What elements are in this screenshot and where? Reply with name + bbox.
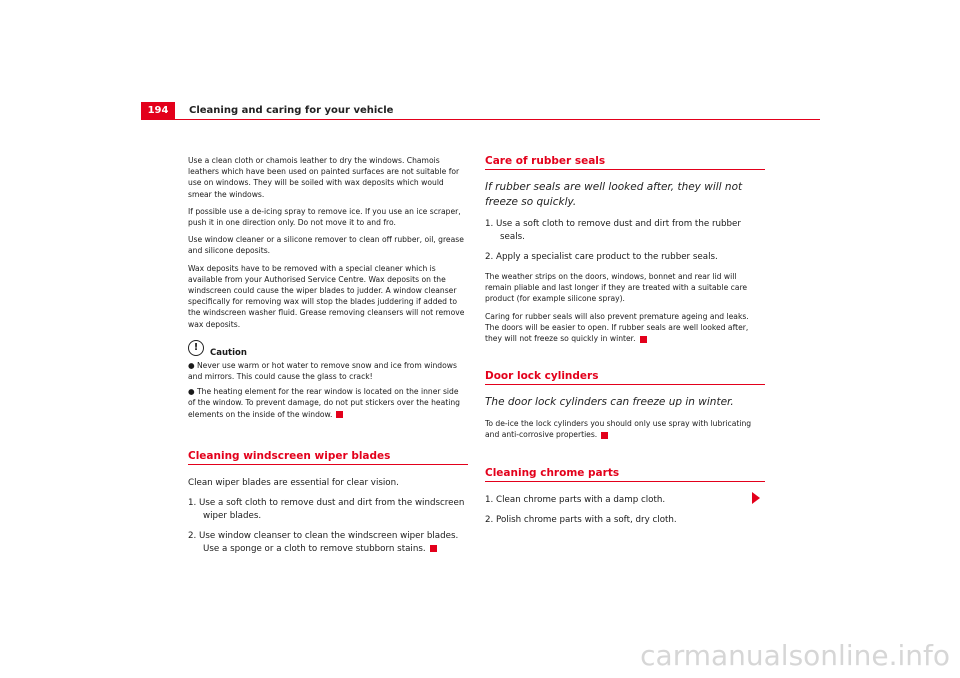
rubber-steps [485, 218, 765, 264]
caution-bullet [188, 360, 468, 382]
caution-bullet [188, 386, 468, 420]
paragraph-with-end [485, 311, 765, 345]
paragraph-text: To de-ice the lock cylinders you should only use spray with lubricating and anti-corrosive properties. [485, 419, 752, 440]
watermark: carmanualsonline.info [640, 639, 950, 672]
continue-arrow-icon [752, 492, 760, 504]
bullet-icon: ● [188, 387, 195, 397]
caution-bullet-text: Never use warm or hot water to remove snow and ice from windows and mirrors. This could cause the glass to crack! [188, 360, 457, 382]
step-item: 1. Clean chrome parts with a damp cloth. [485, 494, 666, 505]
paragraph: If possible use a de-icing spray to remove ice. If you use an ice scraper, push it in one direction only. Do not move it to and fro. [188, 206, 461, 228]
section-title-rubber: Care of rubber seals [485, 155, 765, 170]
section-end-icon [430, 545, 437, 552]
header-title: Cleaning and caring for your vehicle [189, 105, 394, 116]
caution-icon [188, 340, 204, 356]
caution-label: Caution [210, 347, 247, 358]
chrome-steps [485, 494, 765, 527]
step-item: 2. Polish chrome parts with a soft, dry cloth. [485, 514, 677, 525]
section-title-lock: Door lock cylinders [485, 370, 765, 385]
section-end-icon [640, 336, 647, 343]
bullet-icon: ● [188, 360, 195, 370]
paragraph: Use a clean cloth or chamois leather to dry the windows. Chamois leathers which have been used on painted surfaces are not suitable for use on windows. They will be soiled with wax deposits which would smear the windows. [188, 156, 460, 199]
exclamation-icon: ! [188, 340, 204, 356]
step-item: 1. Use a soft cloth to remove dust and dirt from the rubber seals. [485, 219, 741, 242]
wiper-steps [188, 497, 468, 556]
section-title-wiper: Cleaning windscreen wiper blades [188, 450, 468, 465]
right-column [485, 155, 765, 534]
section-title-chrome: Cleaning chrome parts [485, 467, 765, 482]
paragraph: Wax deposits have to be removed with a special cleaner which is available from your Authorised Service Centre. Wax deposits on the windscreen could cause the wiper blades to judder. A window cleanser specifically for removing wax will stop the blades juddering if added to the windscreen washer fluid. Grease removing cleansers will not remove wax deposits. [188, 263, 465, 329]
step-item: 1. Use a soft cloth to remove dust and dirt from the windscreen wiper blades. [188, 497, 465, 521]
step-item [188, 530, 468, 556]
step-item: 2. Apply a specialist care product to the rubber seals. [485, 252, 718, 262]
paragraph: The weather strips on the doors, windows, bonnet and rear lid will remain pliable and last longer if they are treated with a suitable care product (for example silicone spray). [485, 272, 748, 304]
page-number: 194 [141, 102, 175, 120]
paragraph-with-end [485, 418, 765, 440]
section-intro: Clean wiper blades are essential for clear vision. [188, 477, 399, 488]
caution-header [188, 340, 468, 356]
step-text: 2. Use window cleanser to clean the windscreen wiper blades. Use a sponge or a cloth to remove stubborn stains. [188, 530, 459, 554]
section-intro: If rubber seals are well looked after, they will not freeze so quickly. [485, 181, 743, 208]
page-header [141, 102, 820, 120]
section-end-icon [336, 411, 343, 418]
paragraph-text: Caring for rubber seals will also prevent premature ageing and leaks. The doors will be easier to open. If rubber seals are well looked after, they will not freeze so quickly in winter. [485, 311, 749, 344]
caution-bullet-text: The heating element for the rear window is located on the inner side of the window. To prevent damage, do not put stickers over the heating elements on the inside of the window. [188, 387, 460, 419]
left-column [188, 155, 468, 563]
section-intro: The door lock cylinders can freeze up in winter. [485, 396, 734, 409]
paragraph: Use window cleaner or a silicone remover to clean off rubber, oil, grease and silicone deposits. [188, 235, 464, 256]
header-rule [141, 119, 820, 120]
section-end-icon [601, 432, 608, 439]
